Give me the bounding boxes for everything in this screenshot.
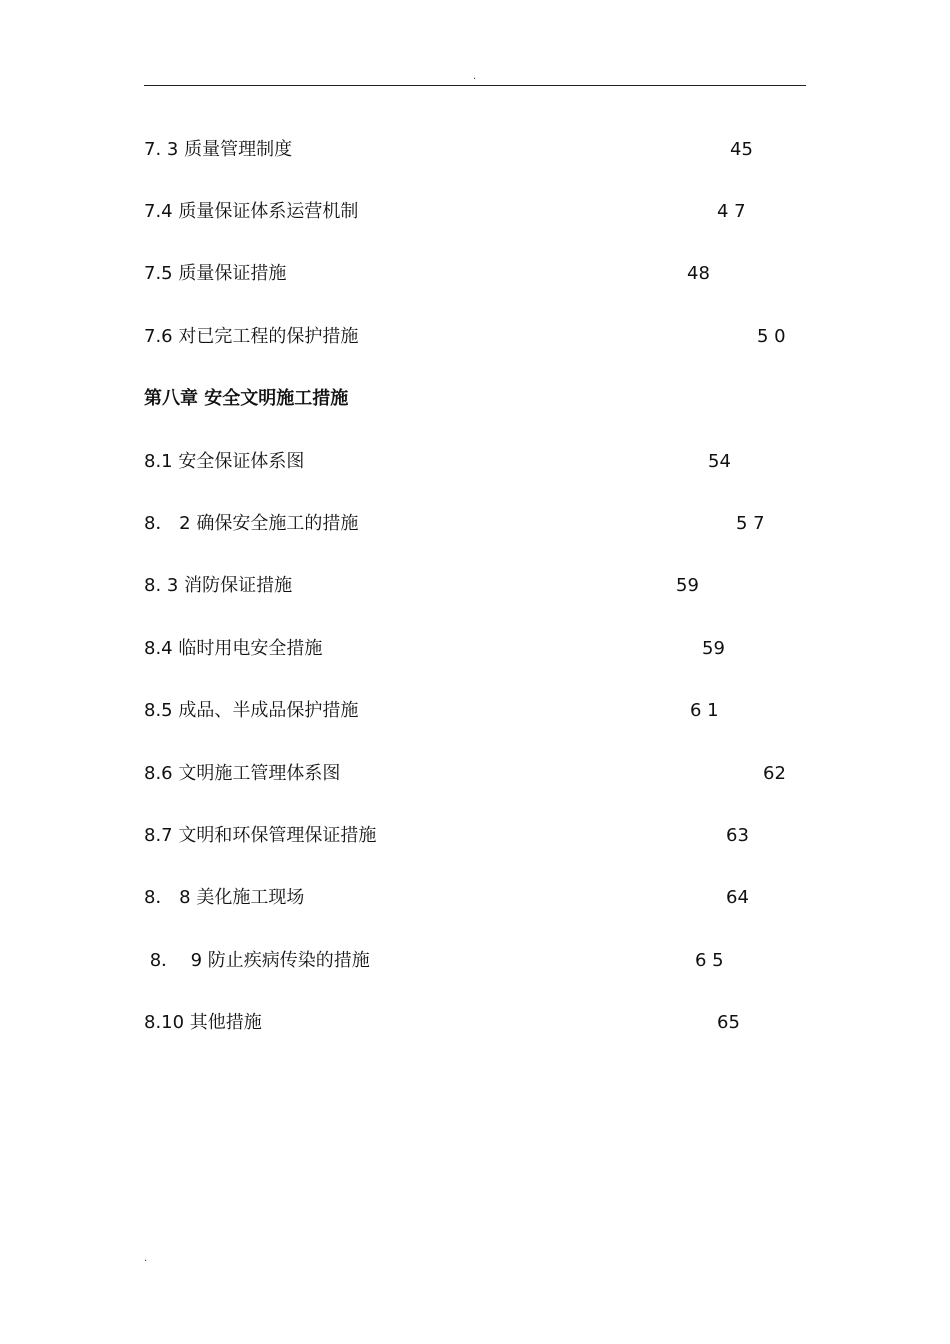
- toc-entry-8-7[interactable]: [0, 821, 950, 851]
- header-rule: [144, 85, 806, 86]
- header-mark: .: [473, 71, 477, 82]
- toc-entry-7-3[interactable]: [0, 135, 950, 165]
- toc-entry-7-5[interactable]: [0, 259, 950, 289]
- toc-page-number: 62: [763, 763, 786, 784]
- toc-title: 8.10 其他措施: [144, 1012, 262, 1033]
- toc-title: 7. 3 质量管理制度: [144, 139, 293, 160]
- toc-title: 7.5 质量保证措施: [144, 263, 287, 284]
- toc-entry-8-3[interactable]: [0, 571, 950, 601]
- toc-entry-8-10[interactable]: [0, 1008, 950, 1038]
- toc-page-number: 5 7: [736, 513, 765, 534]
- toc-chapter-title: 第八章 安全文明施工措施: [144, 388, 349, 409]
- toc-title: 8． 2 确保安全施工的措施: [144, 513, 359, 534]
- toc-title: 8.6 文明施工管理体系图: [144, 763, 341, 784]
- toc-page-number: 48: [687, 263, 710, 284]
- toc-title: 7.4 质量保证体系运营机制: [144, 201, 359, 222]
- toc-entry-8-6[interactable]: [0, 759, 950, 789]
- toc-entry-8-9[interactable]: [0, 946, 950, 976]
- toc-entry-7-4[interactable]: [0, 197, 950, 227]
- toc-page-number: 4 7: [717, 201, 746, 222]
- toc-title: 8.5 成品、半成品保护措施: [144, 700, 359, 721]
- toc-entry-7-6[interactable]: [0, 322, 950, 352]
- toc-page-number: 5 0: [757, 326, 786, 347]
- toc-entry-8-2[interactable]: [0, 509, 950, 539]
- toc-title: 8.4 临时用电安全措施: [144, 638, 323, 659]
- toc-page-number: 54: [708, 451, 731, 472]
- toc-title: 8.7 文明和环保管理保证措施: [144, 825, 377, 846]
- toc-entry-8-5[interactable]: [0, 696, 950, 726]
- toc-page-number: 63: [726, 825, 749, 846]
- toc-chapter-8[interactable]: [0, 384, 950, 414]
- toc-page-number: 6 1: [690, 700, 719, 721]
- toc-entry-8-4[interactable]: [0, 634, 950, 664]
- toc-title: 8． 8 美化施工现场: [144, 887, 305, 908]
- toc-page-number: 59: [702, 638, 725, 659]
- toc-title: 7.6 对已完工程的保护措施: [144, 326, 359, 347]
- toc-page-number: 59: [676, 575, 699, 596]
- toc-page-number: 45: [730, 139, 753, 160]
- toc-page-number: 64: [726, 887, 749, 908]
- toc-entry-8-8[interactable]: [0, 883, 950, 913]
- toc-entry-8-1[interactable]: [0, 447, 950, 477]
- footer-mark: .: [144, 1253, 148, 1264]
- toc-title: 8． 9 防止疾病传染的措施: [144, 950, 370, 971]
- toc-page-number: 65: [717, 1012, 740, 1033]
- toc-title: 8.1 安全保证体系图: [144, 451, 305, 472]
- toc-title: 8. 3 消防保证措施: [144, 575, 293, 596]
- toc-page-number: 6 5: [695, 950, 724, 971]
